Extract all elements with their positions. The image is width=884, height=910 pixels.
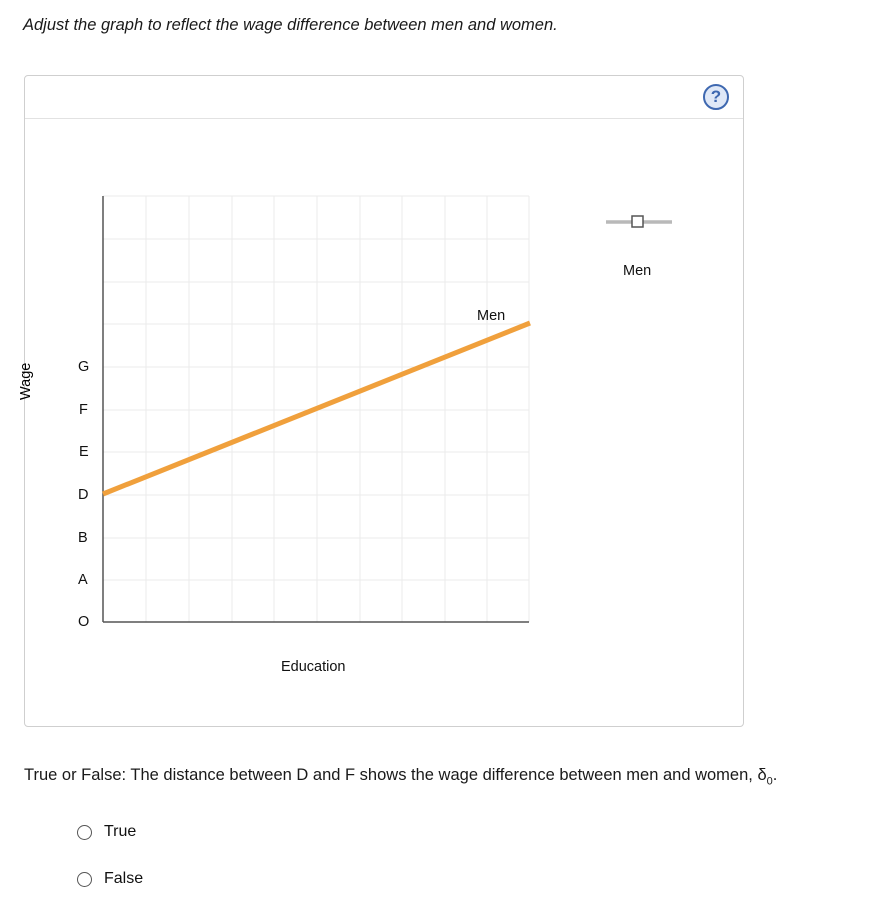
delta-symbol: δ	[757, 766, 767, 784]
ytick-label: F	[79, 402, 88, 418]
question-text	[24, 766, 777, 787]
delta-subscript: 0	[766, 775, 773, 788]
question-prefix: True or False: The distance between D and F shows the wage difference between men and women,	[24, 766, 758, 784]
option-true[interactable]	[77, 823, 136, 841]
ytick-label: O	[78, 614, 90, 630]
x-axis-label: Education	[281, 659, 346, 675]
ytick-label: A	[78, 572, 88, 588]
tool-handle-icon	[632, 216, 643, 227]
instruction-text: Adjust the graph to reflect the wage difference between men and women.	[23, 16, 558, 34]
y-axis-label: Wage	[18, 362, 34, 400]
ytick-label: E	[79, 444, 89, 460]
option-false[interactable]	[77, 870, 143, 888]
men-line-label: Men	[477, 308, 506, 324]
tool-label: Men	[623, 263, 652, 279]
help-button[interactable]: ?	[703, 84, 729, 110]
radio-true[interactable]	[77, 825, 92, 840]
ytick-label: G	[78, 359, 90, 375]
question-suffix: .	[772, 766, 778, 784]
ytick-label: D	[78, 487, 89, 503]
ytick-label: B	[78, 530, 88, 546]
radio-false[interactable]	[77, 872, 92, 887]
men-line-tool[interactable]	[606, 216, 672, 227]
option-true-label: True	[104, 823, 137, 840]
option-false-label: False	[104, 870, 144, 887]
